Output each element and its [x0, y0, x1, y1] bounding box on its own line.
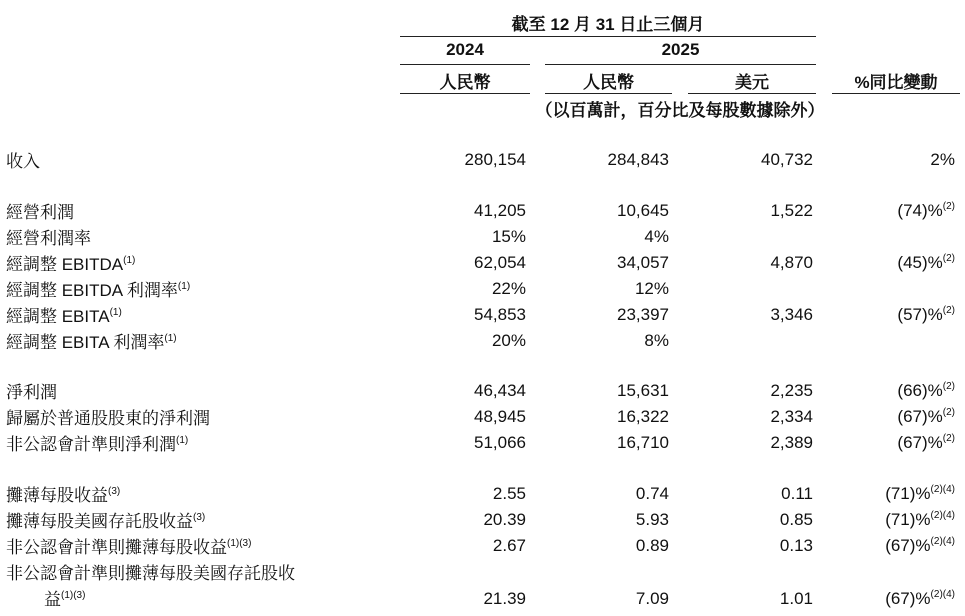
year-2024-header: 2024 — [446, 40, 484, 59]
value-2025-rmb: 23,397 — [617, 305, 669, 324]
value-change: (57)%$^{(2)}$ — [897, 305, 955, 324]
row-label: 攤薄每股收益$^{(3)}$ — [6, 486, 121, 505]
value-2024: 48,945 — [474, 407, 526, 426]
row-label: 經調整 EBITDA$^{(1)}$ — [6, 255, 136, 274]
value-change: (71)%$^{(2)(4)}$ — [885, 510, 955, 529]
value-2024: 2.55 — [492, 484, 526, 503]
value-2025-rmb: 10,645 — [617, 201, 669, 220]
value-2025-rmb: 4% — [644, 227, 669, 246]
value-2024: 22% — [491, 279, 526, 298]
row-label: 經營利潤 — [6, 203, 74, 222]
year-2025-header: 2025 — [661, 40, 700, 59]
currency-2025-usd: 美元 — [735, 73, 769, 92]
value-2025-rmb: 8% — [644, 331, 669, 350]
year-2024-rule — [400, 64, 530, 65]
value-change: (67)%$^{(2)(4)}$ — [885, 589, 955, 608]
value-change: (66)%$^{(2)}$ — [897, 381, 955, 400]
row-label: 經調整 EBITA$^{(1)}$ — [6, 307, 122, 326]
row-label: 經調整 EBITA 利潤率$^{(1)}$ — [6, 333, 177, 352]
row-label: 非公認會計準則攤薄每股美國存託股收 — [6, 564, 295, 583]
yoy-change-header: %同比變動 — [854, 73, 938, 92]
row-label: 經營利潤率 — [6, 229, 91, 248]
value-2025-rmb: 5.93 — [635, 510, 669, 529]
value-2024: 2.67 — [492, 536, 526, 555]
value-2025-usd: 4,870 — [770, 253, 813, 272]
row-label: 經調整 EBITDA 利潤率$^{(1)}$ — [6, 281, 191, 300]
value-2025-rmb: 12% — [634, 279, 669, 298]
value-2024: 51,066 — [474, 433, 526, 452]
row-label: 非公認會計準則淨利潤$^{(1)}$ — [6, 435, 189, 454]
year-2025-rule — [545, 64, 816, 65]
row-label: 淨利潤 — [6, 383, 57, 402]
value-change: (71)%$^{(2)(4)}$ — [885, 484, 955, 503]
period-header: 截至 12 月 31 日止三個月 — [511, 15, 705, 34]
row-label: 歸屬於普通股股東的淨利潤 — [6, 409, 210, 428]
value-2024: 20% — [491, 331, 526, 350]
value-2024: 21.39 — [483, 589, 526, 608]
value-2025-rmb: 284,843 — [607, 150, 669, 169]
value-2025-rmb: 34,057 — [617, 253, 669, 272]
yoy-change-rule — [832, 93, 960, 94]
value-2024: 62,054 — [474, 253, 526, 272]
value-2025-usd: 40,732 — [761, 150, 813, 169]
value-2025-rmb: 15,631 — [617, 381, 669, 400]
value-2025-rmb: 16,322 — [617, 407, 669, 426]
value-2025-rmb: 7.09 — [635, 589, 669, 608]
value-2025-rmb: 0.74 — [635, 484, 669, 503]
value-2024: 20.39 — [483, 510, 526, 529]
row-label: 非公認會計準則攤薄每股收益$^{(1)(3)}$ — [6, 538, 252, 557]
value-2024: 54,853 — [474, 305, 526, 324]
currency-2025-usd-rule — [688, 93, 816, 94]
value-2025-usd: 0.11 — [781, 484, 813, 503]
value-change: (67)%$^{(2)}$ — [897, 407, 955, 426]
value-2025-usd: 2,235 — [770, 381, 813, 400]
value-2025-usd: 0.13 — [779, 536, 813, 555]
value-2024: 46,434 — [474, 381, 526, 400]
row-label-continued: 益$^{(1)(3)}$ — [44, 590, 86, 609]
value-2025-rmb: 0.89 — [635, 536, 669, 555]
unit-note: （以百萬計，百分比及每股數據除外） — [535, 101, 825, 120]
value-2024: 41,205 — [474, 201, 526, 220]
value-2025-usd: 1,522 — [770, 201, 813, 220]
currency-2024-rmb: 人民幣 — [439, 73, 491, 92]
value-2025-usd: 0.85 — [779, 510, 813, 529]
period-rule — [400, 36, 816, 37]
value-change: (45)%$^{(2)}$ — [897, 253, 955, 272]
value-2025-usd: 2,334 — [770, 407, 813, 426]
value-2024: 280,154 — [464, 150, 526, 169]
value-change: (67)%$^{(2)}$ — [897, 433, 955, 452]
currency-2025-rmb-rule — [545, 93, 672, 94]
row-label: 收入 — [6, 152, 40, 171]
row-label: 攤薄每股美國存託股收益$^{(3)}$ — [6, 512, 206, 531]
value-2025-usd: 2,389 — [770, 433, 813, 452]
currency-2024-rule — [400, 93, 530, 94]
value-change: (74)%$^{(2)}$ — [897, 201, 955, 220]
value-change: (67)%$^{(2)(4)}$ — [885, 536, 955, 555]
value-2025-usd: 1.01 — [779, 589, 813, 608]
value-2025-usd: 3,346 — [770, 305, 813, 324]
value-change: 2% — [930, 150, 955, 169]
value-2025-rmb: 16,710 — [617, 433, 669, 452]
currency-2025-rmb: 人民幣 — [583, 73, 634, 92]
value-2024: 15% — [491, 227, 526, 246]
